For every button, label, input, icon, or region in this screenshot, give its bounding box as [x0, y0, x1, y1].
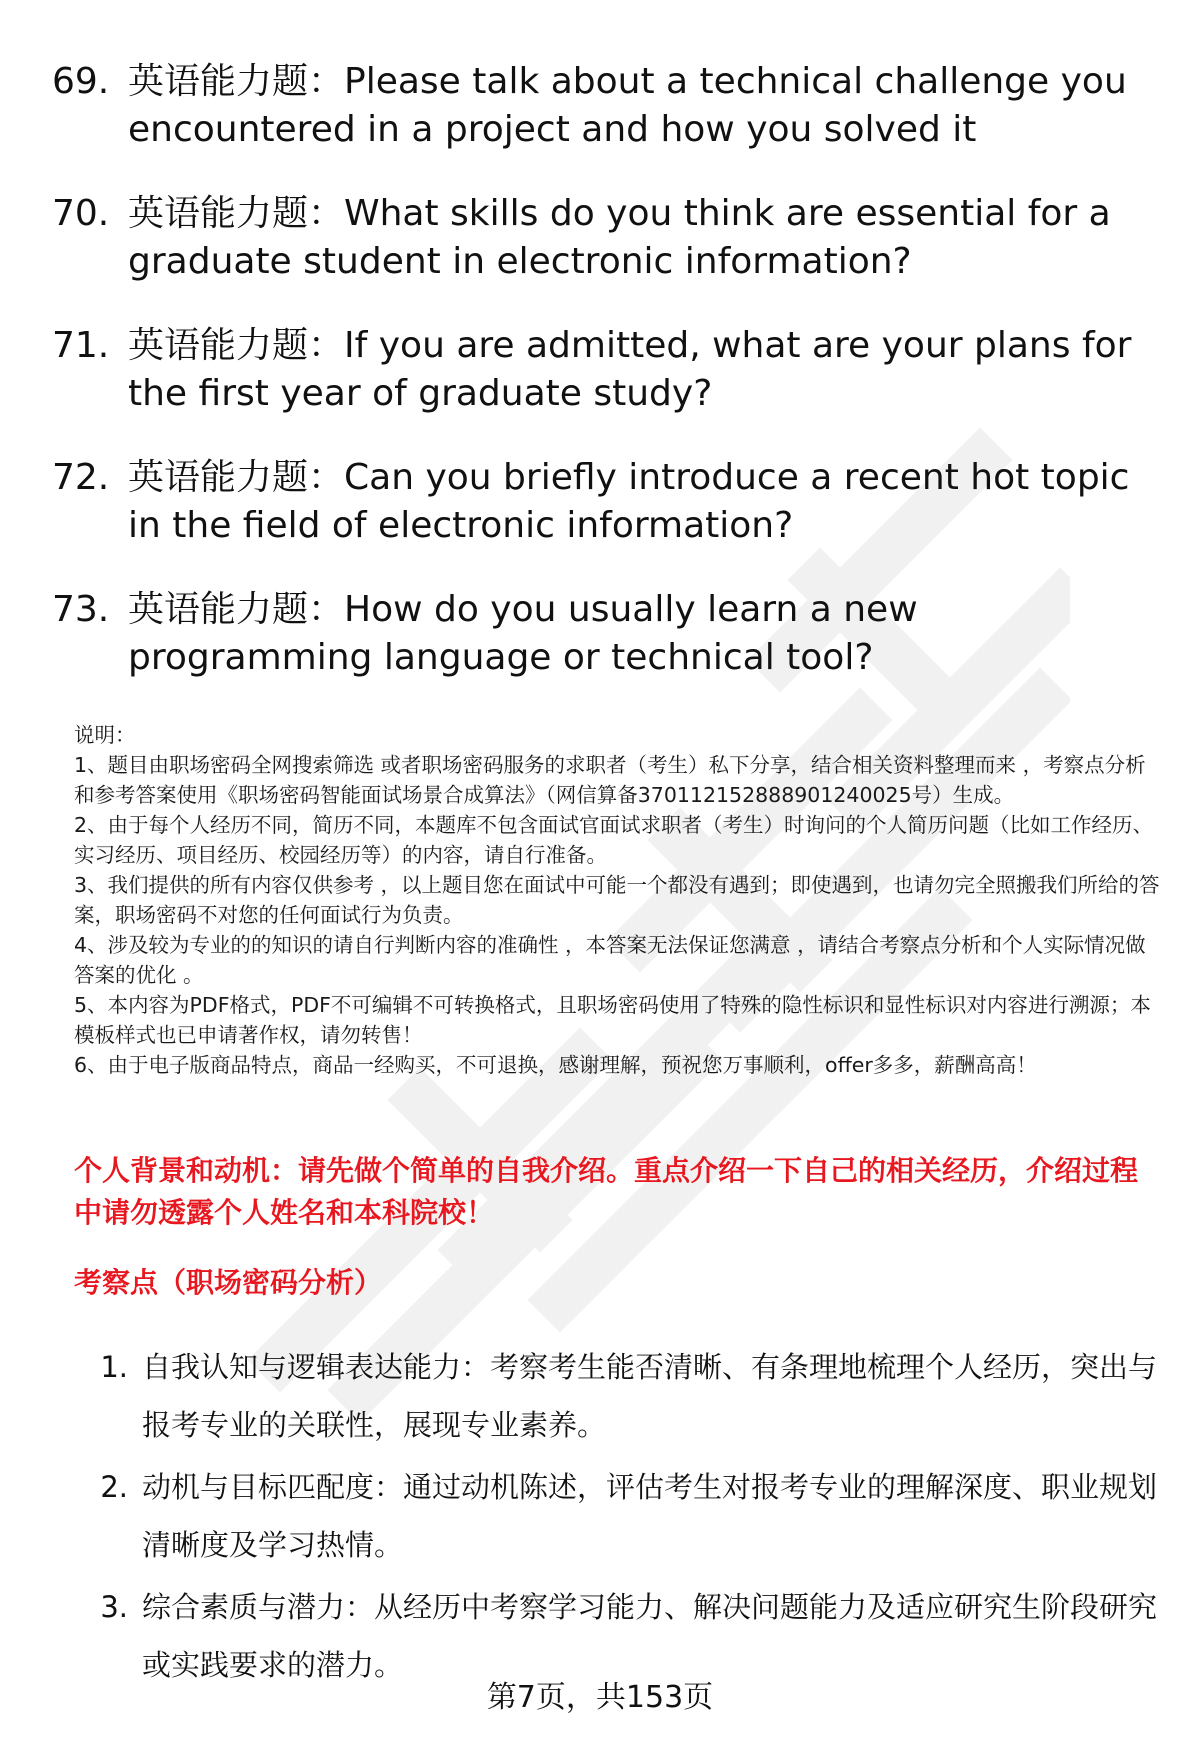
note-item: 3、我们提供的所有内容仅供参考 ，以上题目您在面试中可能一个都没有遇到；即使遇到，也请勿完全照搬我们所给的答案，职场密码不对您的任何面试行为负责。	[74, 873, 1160, 927]
question-number: 73.	[52, 589, 110, 630]
point-item	[74, 1458, 1164, 1574]
note-item: 6、由于电子版商品特点，商品一经购买，不可退换，感谢理解，预祝您万事顺利，offer多多，薪酬高高！	[74, 1053, 1037, 1077]
question-text: 英语能力题：Please talk about a technical challenge you encountered in a project and how you solved it	[128, 61, 1127, 150]
question-number: 69.	[52, 61, 110, 102]
question-number: 71.	[52, 325, 110, 366]
question-item	[52, 454, 1162, 550]
point-item	[74, 1338, 1164, 1454]
point-text: 综合素质与潜力：从经历中考察学习能力、解决问题能力及适应研究生阶段研究或实践要求的潜力。	[142, 1590, 1158, 1682]
point-text: 动机与目标匹配度：通过动机陈述，评估考生对报考专业的理解深度、职业规划清晰度及学习热情。	[142, 1470, 1158, 1562]
question-item	[52, 58, 1162, 154]
notes-heading: 说明：	[74, 723, 136, 747]
note-item: 4、涉及较为专业的的知识的请自行判断内容的准确性 ，本答案无法保证您满意 ，请结合考察点分析和个人实际情况做答案的优化 。	[74, 933, 1146, 987]
points-heading: 考察点（职场密码分析）	[74, 1266, 383, 1299]
question-item	[52, 190, 1162, 286]
question-item	[52, 586, 1162, 682]
note-item: 5、本内容为PDF格式，PDF不可编辑不可转换格式，且职场密码使用了特殊的隐性标识和显性标识对内容进行溯源；本模板样式也已申请著作权，请勿转售！	[74, 993, 1151, 1047]
note-item: 2、由于每个人经历不同，简历不同，本题库不包含面试官面试求职者（考生）时询问的个人简历问题（比如工作经历、实习经历、项目经历、校园经历等）的内容，请自行准备。	[74, 813, 1154, 867]
question-text: 英语能力题：If you are admitted, what are your plans for the first year of graduate study?	[128, 325, 1132, 414]
question-text: 英语能力题：What skills do you think are essential for a graduate student in electronic information?	[128, 193, 1111, 282]
question-number: 70.	[52, 193, 110, 234]
section-title: 个人背景和动机：请先做个简单的自我介绍。重点介绍一下自己的相关经历，介绍过程中请勿透露个人姓名和本科院校！	[74, 1154, 1139, 1229]
question-text: 英语能力题：Can you briefly introduce a recent hot topic in the field of electronic information?	[128, 457, 1130, 546]
point-number: 1.	[100, 1350, 128, 1384]
question-text: 英语能力题：How do you usually learn a new programming language or technical tool?	[128, 589, 918, 678]
point-text: 自我认知与逻辑表达能力：考察考生能否清晰、有条理地梳理个人经历，突出与报考专业的关联性，展现专业素养。	[142, 1350, 1158, 1442]
question-item	[52, 322, 1162, 418]
point-number: 3.	[100, 1590, 128, 1624]
point-number: 2.	[100, 1470, 128, 1504]
question-list	[52, 58, 1162, 718]
question-number: 72.	[52, 457, 110, 498]
note-item: 1、题目由职场密码全网搜索筛选 或者职场密码服务的求职者（考生）私下分享，结合相关资料整理而来 ，考察点分析和参考答案使用《职场密码智能面试场景合成算法》（网信算备370112152888901240025号）生成。	[74, 753, 1146, 807]
notes-block	[74, 720, 1164, 1080]
page-footer: 第7页，共153页	[486, 1680, 714, 1715]
points-list	[74, 1338, 1164, 1698]
